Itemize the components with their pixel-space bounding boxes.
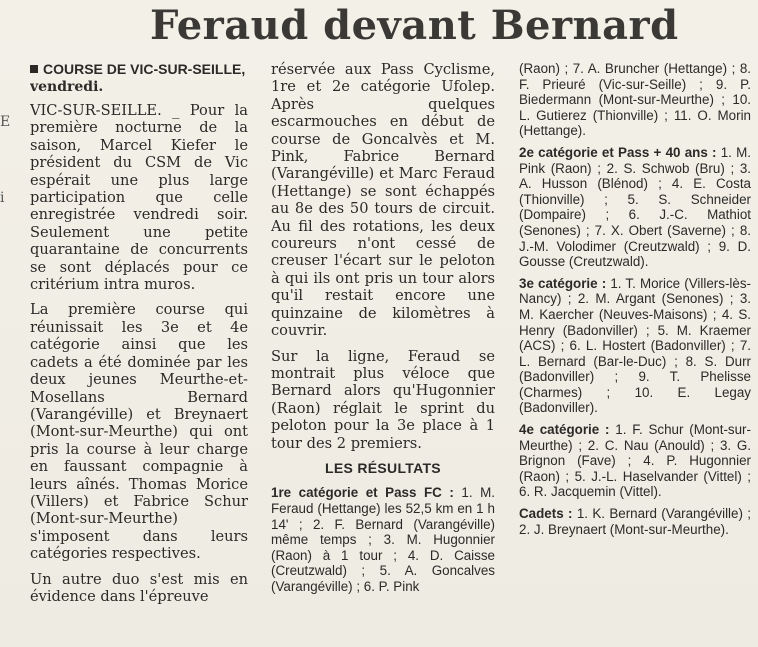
- results-category-1-continued: (Raon) ; 7. A. Bruncher (Hettange) ; 8. F. Prieuré (Vic-sur-Seille) ; 9. P. Biedermann (Mont-sur-Meurthe) ; 10. L. Gutierez (Thionville) ; 11. O. Morin (Hettange).: [519, 61, 751, 139]
- paragraph: Sur la ligne, Feraud se montrait plus véloce que Bernard alors qu'Hugonnier (Raon) réglait le sprint du peloton pour la 3e place à 1 tour des 2 premiers.: [271, 347, 495, 452]
- bullet-square-icon: [30, 65, 38, 73]
- margin-fragment: E: [0, 114, 11, 130]
- paragraph: VIC-SUR-SEILLE. _ Pour la première nocturne de la saison, Marcel Kiefer le président du CSM de Vic espérait une plus large participation que celle enregistrée vendredi soir. Seulement une petite quarantaine de concurrents se sont déplacés pour ce critérium intra muros.: [30, 102, 248, 294]
- category-results: 1. F. Schur (Mont-sur-Meurthe) ; 2. C. Nau (Anould) ; 3. G. Brignon (Fave) ; 4. P. Hugonnier (Raon) ; 5. J.-L. Haselvander (Vittel) ; 6. R. Jacquemin (Vittel).: [519, 422, 751, 500]
- paragraph: La première course qui réunissait les 3e et 4e catégorie ainsi que les cadets a été dominée par les deux jeunes Meurthe-et-Mosellans Bernard (Varangéville) et Breynaert (Mont-sur-Meurthe) qui ont pris la course à leur charge en faussant compagnie à leurs aînés. Thomas Morice (Villers) et Fabrice Schur (Mont-sur-Meurthe) s'imposent dans leurs catégories respectives.: [30, 301, 248, 563]
- paragraph: réservée aux Pass Cyclisme, 1re et 2e catégorie Ufolep. Après quelques escarmouches en début de course de Goncalvès et M. Pink, Fabrice Bernard (Varangéville) et Marc Feraud (Hettange) se sont échappés au 8e des 50 tours de circuit. Au fil des rotations, les deux coureurs n'ont cessé de creuser l'écart sur le peloton à qui ils ont pris un tour alors qu'il restait encore une quinzaine de kilomètres à couvrir.: [271, 61, 495, 340]
- results-category-4: [519, 422, 751, 500]
- dateline-place: COURSE DE VIC-SUR-SEILLE,: [43, 61, 246, 77]
- results-cadets: [519, 506, 751, 537]
- article-column-2: [271, 61, 495, 603]
- category-results: 1. M. Feraud (Hettange) les 52,5 km en 1 h 14' ; 2. F. Bernard (Varangéville) même temps ; 3. M. Hugonnier (Raon) à 1 tour ; 4. D. Caisse (Creutzwald) ; 5. A. Goncalves (Varangéville) ; 6. P. Pink: [271, 485, 495, 594]
- results-category-3: [519, 276, 751, 416]
- results-heading: LES RÉSULTATS: [325, 459, 441, 476]
- category-results: 1. K. Bernard (Varangéville) ; 2. J. Breynaert (Mont-sur-Meurthe).: [519, 506, 751, 537]
- category-results: 1. M. Pink (Raon) ; 2. S. Schwob (Bru) ; 3. A. Husson (Blénod) ; 4. E. Costa (Thionville) ; 5. S. Schneider (Dompaire) ; 6. J.-C. Mathiot (Senones) ; 7. X. Obert (Saverne) ; 8. J.-M. Volodimer (Creutzwald) ; 9. D. Gousse (Creutzwald).: [519, 144, 751, 270]
- dateline: [30, 61, 248, 96]
- category-results: 1. T. Morice (Villers-lès-Nancy) ; 2. M. Argant (Senones) ; 3. M. Kaercher (Neuves-Maisons) ; 4. S. Henry (Badonviller) ; 5. M. Kraemer (ACS) ; 6. L. Hostert (Badonviller) ; 7. L. Bernard (Bar-le-Duc) ; 8. S. Durr (Badonviller) ; 9. T. Phelisse (Charmes) ; 10. E. Legay (Badonviller).: [519, 275, 751, 416]
- article-headline: Feraud devant Bernard: [150, 2, 679, 49]
- results-category-2: [519, 145, 751, 270]
- results-category-1: [271, 485, 495, 594]
- category-label: 3e catégorie :: [519, 275, 607, 291]
- category-label: 4e catégorie :: [519, 422, 610, 438]
- dateline-day: vendredi.: [30, 79, 104, 95]
- article-column-1: [30, 61, 248, 613]
- margin-fragment: i: [0, 190, 5, 206]
- paragraph: Un autre duo s'est mis en évidence dans l'épreuve: [30, 570, 248, 605]
- category-label: 2e catégorie et Pass + 40 ans :: [519, 144, 717, 160]
- category-label: Cadets :: [519, 506, 573, 522]
- category-label: 1re catégorie et Pass FC :: [271, 485, 454, 501]
- results-column: [519, 61, 751, 543]
